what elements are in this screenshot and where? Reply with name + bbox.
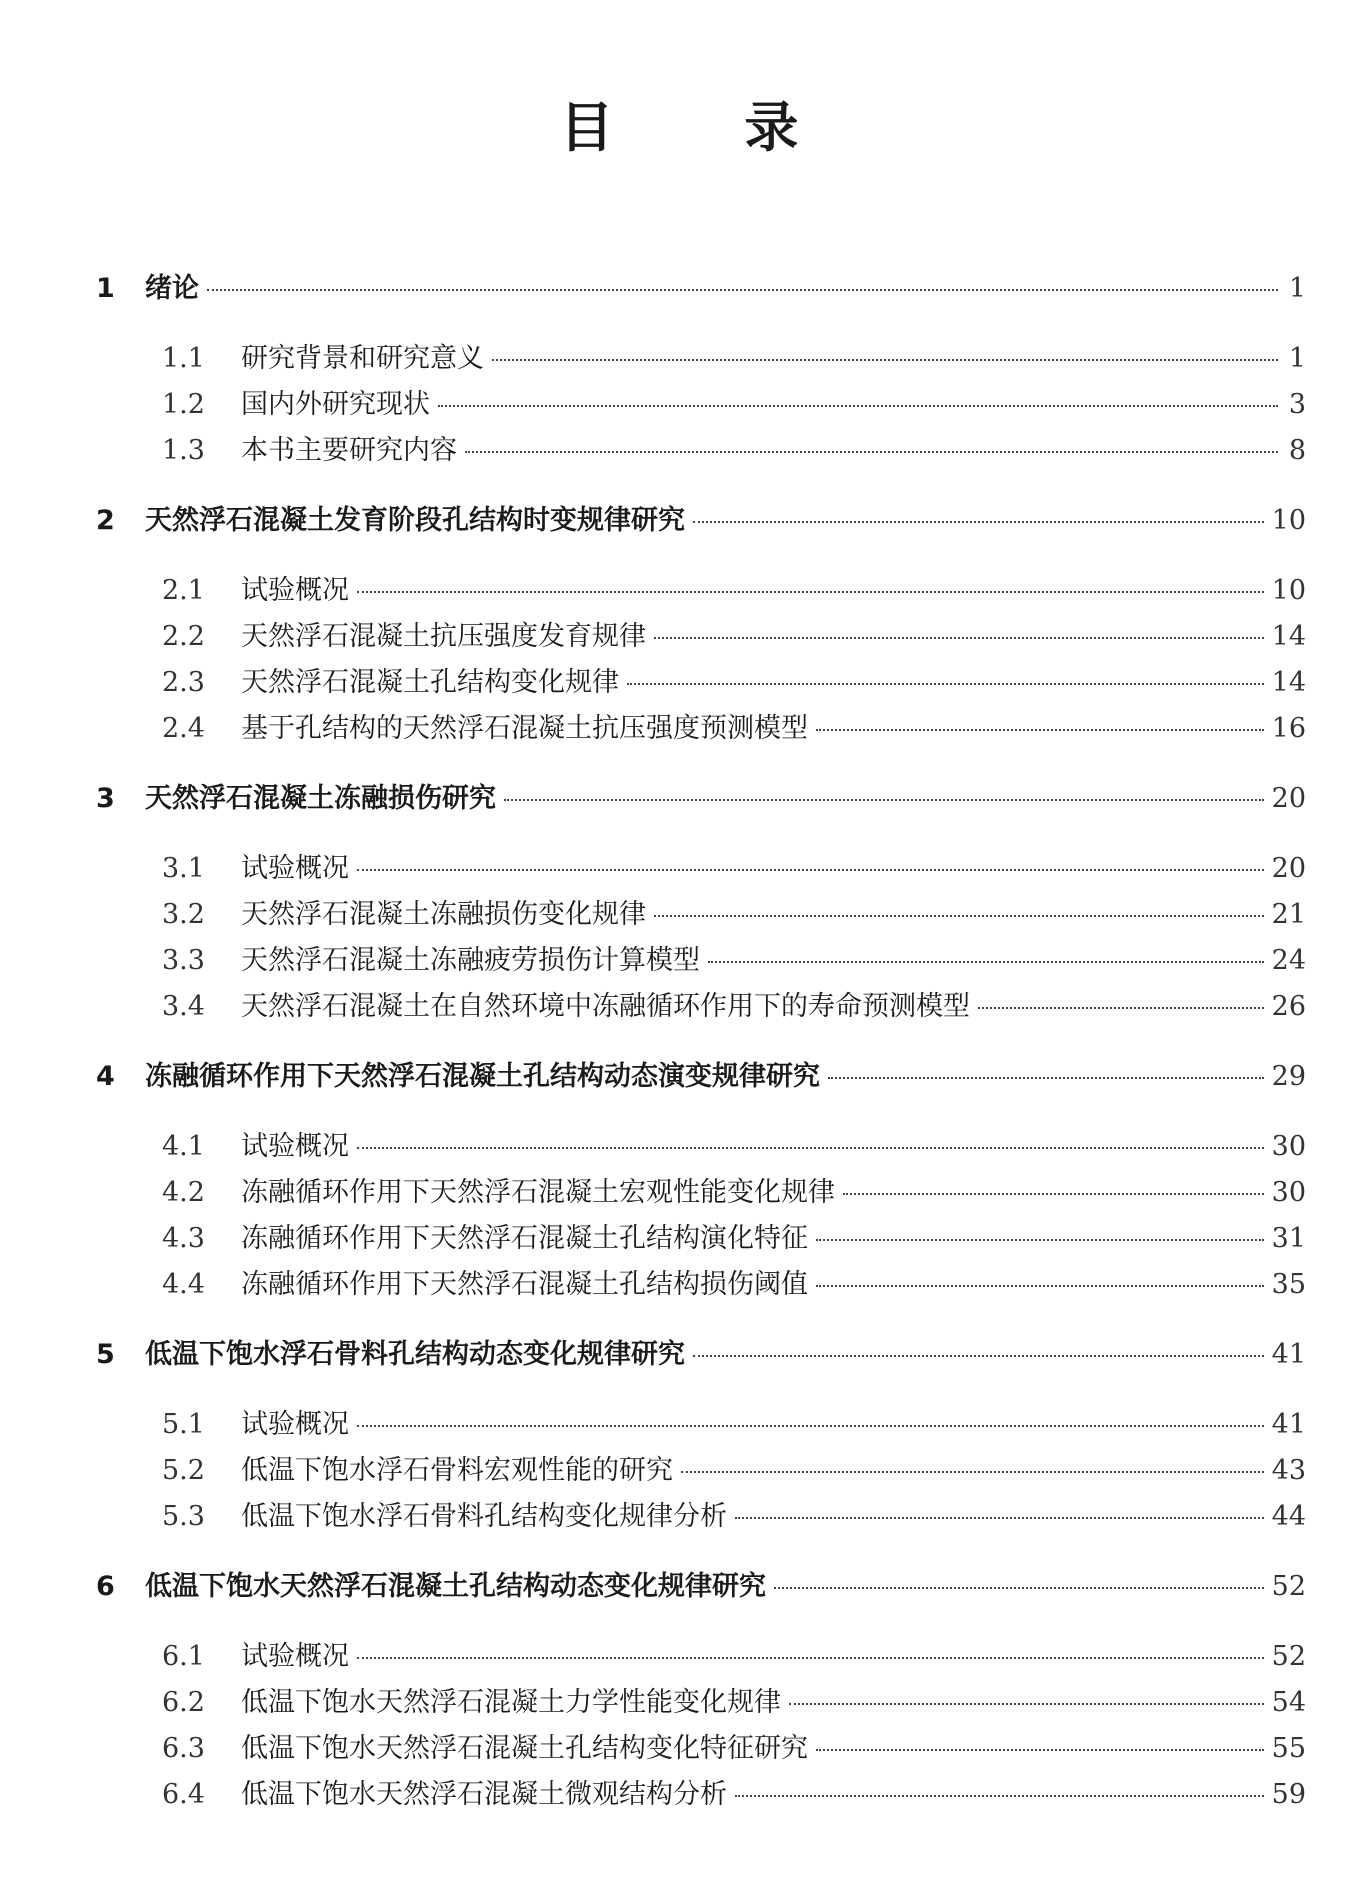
toc-section-entry[interactable] — [96, 1772, 1306, 1818]
section-number: 4.3 — [162, 1223, 205, 1254]
dot-leader — [693, 1355, 1264, 1357]
section-title: 试验概况 — [241, 853, 349, 884]
section-title: 试验概况 — [241, 1641, 349, 1672]
section-title: 冻融循环作用下天然浮石混凝土孔结构损伤阈值 — [241, 1269, 808, 1300]
chapter-page-number: 29 — [1271, 1061, 1306, 1092]
toc-section-entry[interactable] — [96, 1124, 1306, 1170]
toc-section-entry[interactable] — [96, 660, 1306, 706]
section-number: 3.2 — [162, 899, 205, 930]
section-title: 国内外研究现状 — [241, 389, 430, 420]
chapter-title: 低温下饱水天然浮石混凝土孔结构动态变化规律研究 — [145, 1571, 766, 1602]
chapter-number: 3 — [96, 783, 115, 814]
section-page-number: 16 — [1271, 713, 1306, 744]
section-title: 冻融循环作用下天然浮石混凝土宏观性能变化规律 — [241, 1177, 835, 1208]
section-title: 研究背景和研究意义 — [241, 343, 484, 374]
chapter-number: 5 — [96, 1339, 115, 1370]
dot-leader — [207, 289, 1278, 291]
toc-section-entry[interactable] — [96, 428, 1306, 474]
toc-section-entry[interactable] — [96, 382, 1306, 428]
toc-chapter — [96, 266, 1306, 474]
chapter-title: 低温下饱水浮石骨料孔结构动态变化规律研究 — [145, 1339, 685, 1370]
chapter-title: 天然浮石混凝土冻融损伤研究 — [145, 783, 496, 814]
toc-section-entry[interactable] — [96, 1680, 1306, 1726]
toc-chapter — [96, 1054, 1306, 1308]
toc-section-entry[interactable] — [96, 1170, 1306, 1216]
toc-section-entry[interactable] — [96, 892, 1306, 938]
dot-leader — [681, 1471, 1264, 1473]
toc-section-list — [96, 336, 1306, 474]
toc-section-list — [96, 1124, 1306, 1308]
dot-leader — [357, 1425, 1264, 1427]
chapter-title: 绪论 — [145, 273, 199, 304]
section-number: 6.1 — [162, 1641, 205, 1672]
dot-leader — [654, 915, 1264, 917]
toc-chapter — [96, 1564, 1306, 1818]
section-title: 天然浮石混凝土在自然环境中冻融循环作用下的寿命预测模型 — [241, 991, 970, 1022]
table-of-contents — [96, 266, 1306, 1842]
section-page-number: 30 — [1271, 1177, 1306, 1208]
dot-leader — [708, 961, 1264, 963]
section-number: 4.4 — [162, 1269, 205, 1300]
section-page-number: 24 — [1271, 945, 1306, 976]
section-page-number: 21 — [1271, 899, 1306, 930]
section-page-number: 10 — [1271, 575, 1306, 606]
toc-section-list — [96, 1402, 1306, 1540]
section-page-number: 30 — [1271, 1131, 1306, 1162]
chapter-page-number: 41 — [1271, 1339, 1306, 1370]
section-number: 5.3 — [162, 1501, 205, 1532]
chapter-number: 4 — [96, 1061, 115, 1092]
dot-leader — [627, 683, 1264, 685]
toc-section-entry[interactable] — [96, 1494, 1306, 1540]
section-number: 6.4 — [162, 1779, 205, 1810]
section-title: 天然浮石混凝土孔结构变化规律 — [241, 667, 619, 698]
chapter-page-number: 20 — [1271, 783, 1306, 814]
section-title: 试验概况 — [241, 1409, 349, 1440]
section-number: 1.1 — [162, 343, 205, 374]
section-number: 3.4 — [162, 991, 205, 1022]
chapter-title: 冻融循环作用下天然浮石混凝土孔结构动态演变规律研究 — [145, 1061, 820, 1092]
section-title: 天然浮石混凝土抗压强度发育规律 — [241, 621, 646, 652]
toc-section-list — [96, 1634, 1306, 1818]
section-page-number: 52 — [1271, 1641, 1306, 1672]
section-number: 3.3 — [162, 945, 205, 976]
toc-section-entry[interactable] — [96, 1634, 1306, 1680]
section-number: 1.3 — [162, 435, 205, 466]
toc-section-entry[interactable] — [96, 336, 1306, 382]
toc-chapter-entry[interactable] — [96, 498, 1306, 544]
section-title: 低温下饱水浮石骨料宏观性能的研究 — [241, 1455, 673, 1486]
toc-section-list — [96, 568, 1306, 752]
toc-chapter — [96, 776, 1306, 1030]
dot-leader — [654, 637, 1264, 639]
toc-chapter-entry[interactable] — [96, 266, 1306, 312]
dot-leader — [789, 1703, 1264, 1705]
dot-leader — [774, 1587, 1264, 1589]
section-page-number: 8 — [1288, 435, 1306, 466]
chapter-page-number: 52 — [1271, 1571, 1306, 1602]
dot-leader — [465, 451, 1278, 453]
section-page-number: 41 — [1271, 1409, 1306, 1440]
dot-leader — [735, 1795, 1264, 1797]
section-number: 4.2 — [162, 1177, 205, 1208]
toc-section-entry[interactable] — [96, 706, 1306, 752]
toc-section-entry[interactable] — [96, 1262, 1306, 1308]
toc-chapter-entry[interactable] — [96, 776, 1306, 822]
section-title: 试验概况 — [241, 575, 349, 606]
section-number: 5.1 — [162, 1409, 205, 1440]
section-page-number: 55 — [1271, 1733, 1306, 1764]
section-title: 低温下饱水浮石骨料孔结构变化规律分析 — [241, 1501, 727, 1532]
section-title: 低温下饱水天然浮石混凝土微观结构分析 — [241, 1779, 727, 1810]
toc-chapter-entry[interactable] — [96, 1564, 1306, 1610]
section-page-number: 26 — [1271, 991, 1306, 1022]
chapter-page-number: 1 — [1288, 273, 1306, 304]
section-title: 基于孔结构的天然浮石混凝土抗压强度预测模型 — [241, 713, 808, 744]
section-page-number: 43 — [1271, 1455, 1306, 1486]
toc-section-entry[interactable] — [96, 984, 1306, 1030]
dot-leader — [843, 1193, 1264, 1195]
section-number: 1.2 — [162, 389, 205, 420]
dot-leader — [492, 359, 1278, 361]
chapter-number: 1 — [96, 273, 115, 304]
section-number: 5.2 — [162, 1455, 205, 1486]
section-number: 4.1 — [162, 1131, 205, 1162]
section-number: 6.2 — [162, 1687, 205, 1718]
toc-section-entry[interactable] — [96, 614, 1306, 660]
section-page-number: 1 — [1288, 343, 1306, 374]
toc-section-entry[interactable] — [96, 846, 1306, 892]
section-title: 天然浮石混凝土冻融疲劳损伤计算模型 — [241, 945, 700, 976]
section-title: 低温下饱水天然浮石混凝土孔结构变化特征研究 — [241, 1733, 808, 1764]
toc-section-entry[interactable] — [96, 1448, 1306, 1494]
section-page-number: 35 — [1271, 1269, 1306, 1300]
section-page-number: 31 — [1271, 1223, 1306, 1254]
chapter-page-number: 10 — [1271, 505, 1306, 536]
section-title: 冻融循环作用下天然浮石混凝土孔结构演化特征 — [241, 1223, 808, 1254]
section-title: 低温下饱水天然浮石混凝土力学性能变化规律 — [241, 1687, 781, 1718]
section-title: 本书主要研究内容 — [241, 435, 457, 466]
dot-leader — [816, 1749, 1264, 1751]
section-title: 试验概况 — [241, 1131, 349, 1162]
dot-leader — [693, 521, 1264, 523]
section-page-number: 54 — [1271, 1687, 1306, 1718]
dot-leader — [978, 1007, 1264, 1009]
section-page-number: 44 — [1271, 1501, 1306, 1532]
section-page-number: 59 — [1271, 1779, 1306, 1810]
section-page-number: 20 — [1271, 853, 1306, 884]
dot-leader — [816, 729, 1264, 731]
toc-section-entry[interactable] — [96, 1216, 1306, 1262]
section-page-number: 3 — [1288, 389, 1306, 420]
section-title: 天然浮石混凝土冻融损伤变化规律 — [241, 899, 646, 930]
dot-leader — [504, 799, 1264, 801]
toc-chapter — [96, 498, 1306, 752]
dot-leader — [357, 1147, 1264, 1149]
chapter-number: 6 — [96, 1571, 115, 1602]
section-number: 2.4 — [162, 713, 205, 744]
chapter-title: 天然浮石混凝土发育阶段孔结构时变规律研究 — [145, 505, 685, 536]
toc-section-entry[interactable] — [96, 938, 1306, 984]
toc-section-entry[interactable] — [96, 568, 1306, 614]
section-number: 2.1 — [162, 575, 205, 606]
dot-leader — [438, 405, 1278, 407]
dot-leader — [735, 1517, 1264, 1519]
dot-leader — [357, 591, 1264, 593]
dot-leader — [357, 869, 1264, 871]
toc-section-entry[interactable] — [96, 1726, 1306, 1772]
section-number: 6.3 — [162, 1733, 205, 1764]
section-number: 3.1 — [162, 853, 205, 884]
section-number: 2.2 — [162, 621, 205, 652]
toc-section-list — [96, 846, 1306, 1030]
toc-section-entry[interactable] — [96, 1402, 1306, 1448]
toc-chapter-entry[interactable] — [96, 1332, 1306, 1378]
chapter-number: 2 — [96, 505, 115, 536]
dot-leader — [816, 1285, 1264, 1287]
section-number: 2.3 — [162, 667, 205, 698]
section-page-number: 14 — [1271, 621, 1306, 652]
toc-chapter — [96, 1332, 1306, 1540]
dot-leader — [816, 1239, 1264, 1241]
dot-leader — [828, 1077, 1264, 1079]
page-title: 目 录 — [559, 95, 855, 159]
section-page-number: 14 — [1271, 667, 1306, 698]
toc-chapter-entry[interactable] — [96, 1054, 1306, 1100]
dot-leader — [357, 1657, 1264, 1659]
